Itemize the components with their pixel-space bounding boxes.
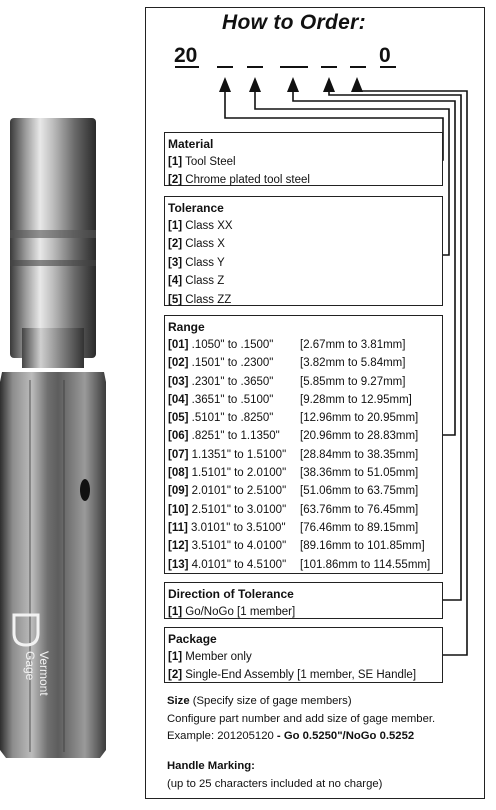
svg-text:Gage: Gage <box>23 651 37 681</box>
range-option: [03] .2301" to .3650" [5.85mm to 9.27mm] <box>168 375 406 388</box>
size-configure-line: Configure part number and add size of gage member. <box>167 712 436 725</box>
range-option: [11] 3.0101" to 3.5100" [76.46mm to 89.15mm] <box>168 521 419 534</box>
tolerance-heading: Tolerance <box>168 201 224 215</box>
handle-marking-heading: Handle Marking: <box>167 760 255 772</box>
size-section <box>167 693 435 746</box>
svg-text:Vermont: Vermont <box>37 651 51 696</box>
tolerance-option: [5] Class ZZ <box>168 293 232 306</box>
range-heading: Range <box>168 320 205 334</box>
material-box <box>164 132 443 186</box>
tolerance-box <box>164 196 443 306</box>
range-option: [13] 4.0101" to 4.5100" [101.86mm to 114.55mm] <box>168 558 431 571</box>
package-option: [2] Single-End Assembly [1 member, SE Handle] <box>168 669 417 682</box>
tolerance-option: [1] Class XX <box>168 220 233 232</box>
size-example-line: Example: 201205120 - Go 0.5250"/NoGo 0.5252 <box>167 730 415 743</box>
part-number-prefix: 20 <box>174 44 198 67</box>
range-option: [02] .1501" to .2300" [3.82mm to 5.84mm] <box>168 357 406 370</box>
direction-option: [1] Go/NoGo [1 member] <box>168 606 296 618</box>
range-option: [01] .1050" to .1500" [2.67mm to 3.81mm] <box>168 339 406 351</box>
size-line: Size (Specify size of gage members) <box>167 695 352 707</box>
package-box <box>164 627 443 683</box>
material-option: [2] Chrome plated tool steel <box>168 174 310 187</box>
range-option: [12] 3.5101" to 4.0100" [89.16mm to 101.85mm] <box>168 540 425 553</box>
direction-heading: Direction of Tolerance <box>168 587 294 601</box>
part-number-suffix: 0 <box>379 44 391 67</box>
tolerance-option: [3] Class Y <box>168 256 225 269</box>
range-box <box>164 315 443 574</box>
package-heading: Package <box>168 632 217 646</box>
range-option: [06] .8251" to 1.1350" [20.96mm to 28.83mm] <box>168 430 419 443</box>
direction-box <box>164 582 443 619</box>
material-option: [1] Tool Steel <box>168 156 236 168</box>
range-option: [07] 1.1351" to 1.5100" [28.84mm to 38.35mm] <box>168 448 419 461</box>
range-option: [09] 2.0101" to 2.5100" [51.06mm to 63.75mm] <box>168 485 419 498</box>
handle-marking-note: (up to 25 characters included at no charge) <box>167 777 383 790</box>
page-title: How to Order: <box>222 11 366 34</box>
range-option: [04] .3651" to .5100" [9.28mm to 12.95mm] <box>168 393 412 406</box>
handle-marking-section <box>167 758 382 793</box>
package-option: [1] Member only <box>168 651 252 663</box>
tolerance-option: [2] Class X <box>168 238 225 251</box>
range-option: [08] 1.5101" to 2.0100" [38.36mm to 51.05mm] <box>168 467 419 480</box>
range-option: [10] 2.5101" to 3.0100" [63.76mm to 76.45mm] <box>168 503 419 516</box>
tolerance-option: [4] Class Z <box>168 275 225 288</box>
range-option: [05] .5101" to .8250" [12.96mm to 20.95mm] <box>168 412 419 425</box>
material-heading: Material <box>168 137 214 151</box>
